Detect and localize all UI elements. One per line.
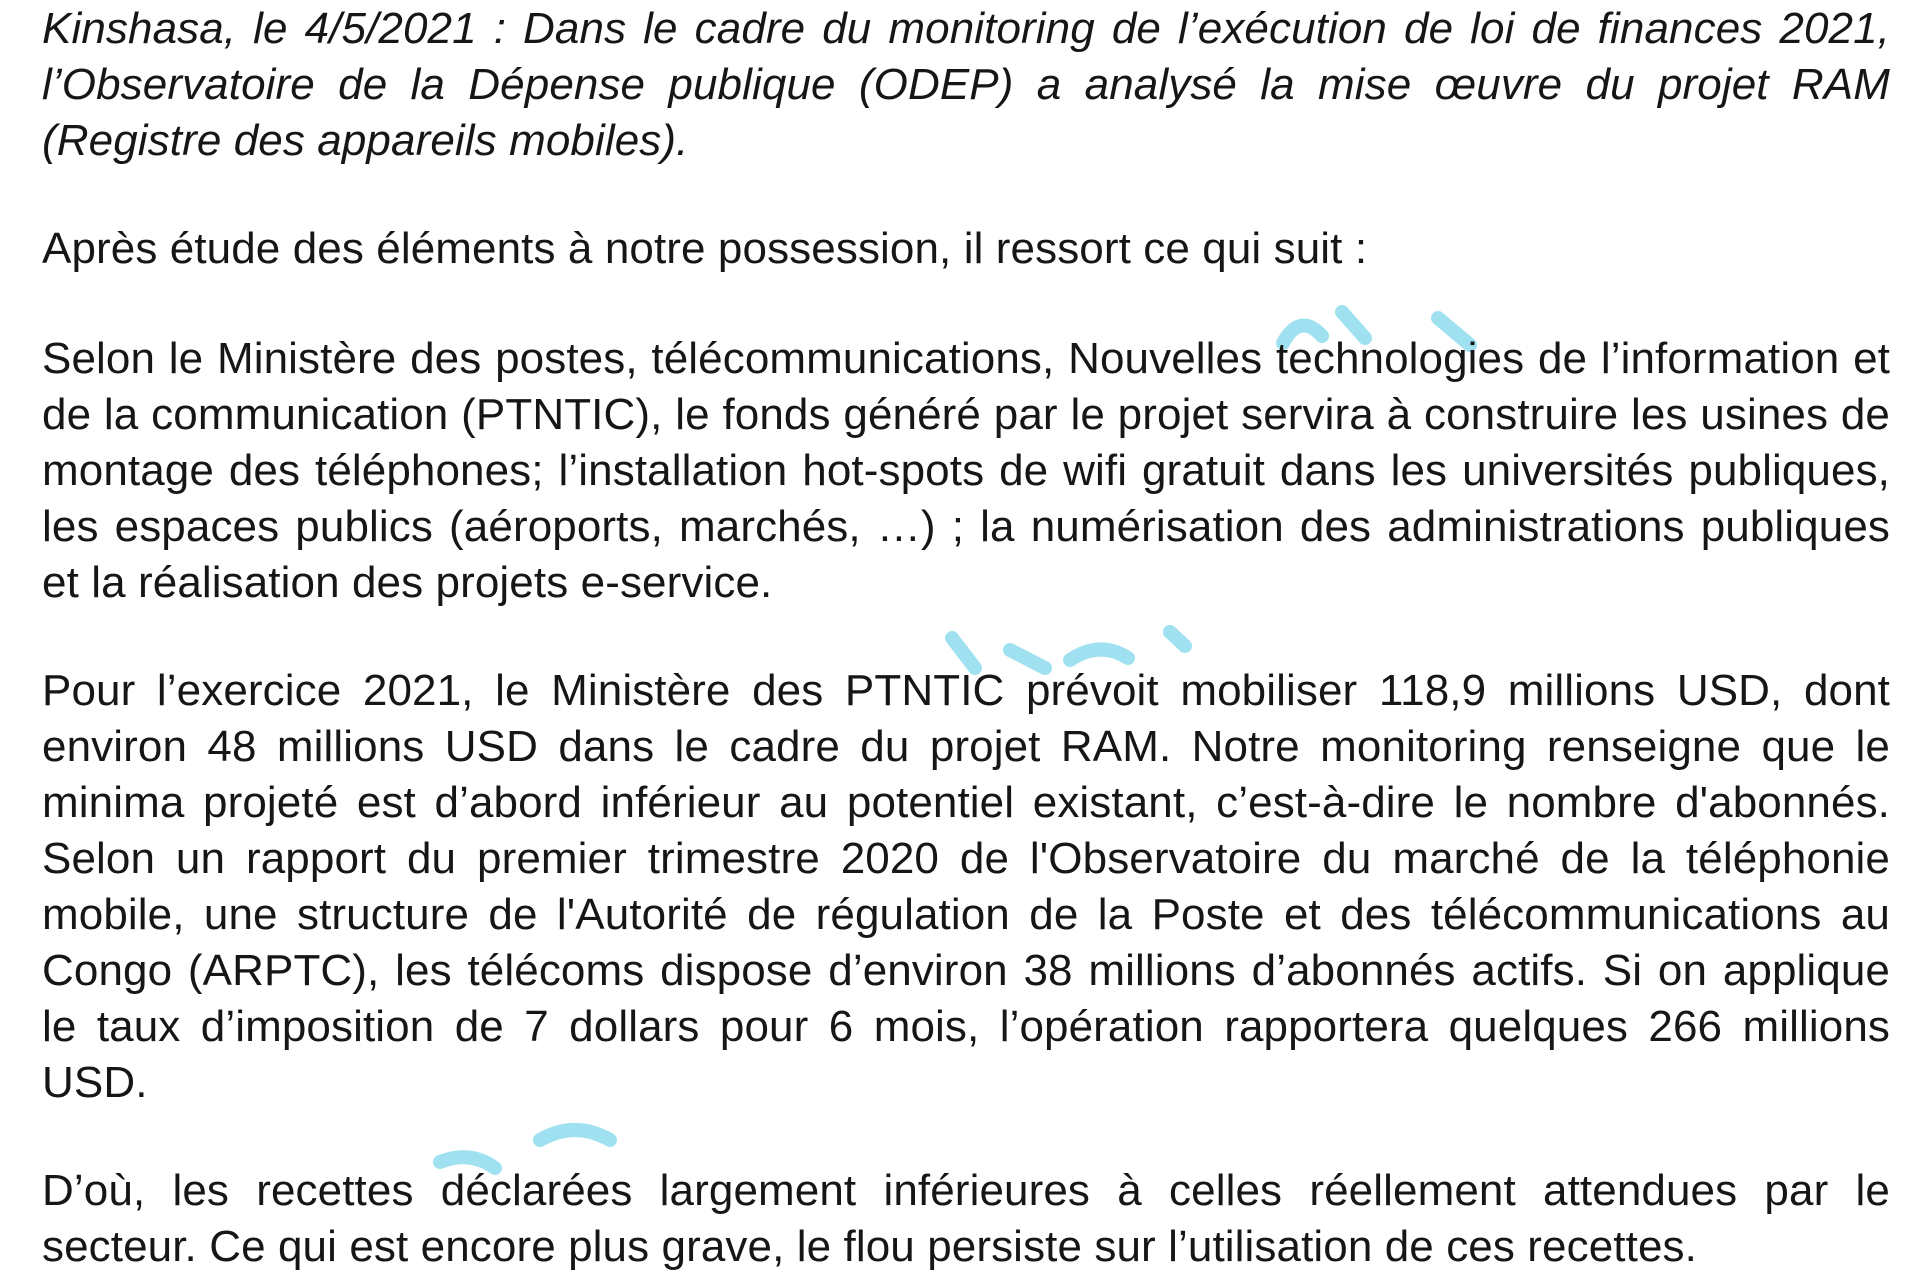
conclusion-paragraph: D’où, les recettes déclarées largement inférieures à celles réellement attendues par le secteur. Ce qui est encore plus grave, le flou persiste sur l’utilisation de ces recettes. [42, 1166, 1890, 1271]
document-body [42, 0, 1890, 1275]
intro-paragraph: Kinshasa, le 4/5/2021 : Dans le cadre du monitoring de l’exécution de loi de finances 2021, l’Observatoire de la Dépense publique (ODEP) a analysé la mise œuvre du projet RAM (Registre des appareils mobiles). [42, 4, 1890, 165]
findings-lead-paragraph: Après étude des éléments à notre possession, il ressort ce qui suit : [42, 224, 1368, 273]
budget-paragraph: Pour l’exercice 2021, le Ministère des PTNTIC prévoit mobiliser 118,9 millions USD, dont environ 48 millions USD dans le cadre du projet RAM. Notre monitoring renseigne que le minima projeté est d’abord inférieur au potentiel existant, c’est-à-dire le nombre d'abonnés. Selon un rapport du premier trimestre 2020 de l'Observatoire du marché de la téléphonie mobile, une structure de l'Autorité de régulation de la Poste et des télécommunications au Congo (ARPTC), les télécoms dispose d’environ 38 millions d’abonnés actifs. Si on applique le taux d’imposition de 7 dollars pour 6 mois, l’opération rapportera quelques 266 millions USD. [42, 666, 1890, 1107]
ministry-paragraph: Selon le Ministère des postes, télécommunications, Nouvelles technologies de l’information et de la communication (PTNTIC), le fonds généré par le projet servira à construire les usines de montage des téléphones; l’installation hot-spots de wifi gratuit dans les universités publiques, les espaces publics (aéroports, marchés, …) ; la numérisation des administrations publiques et la réalisation des projets e-service. [42, 334, 1890, 607]
